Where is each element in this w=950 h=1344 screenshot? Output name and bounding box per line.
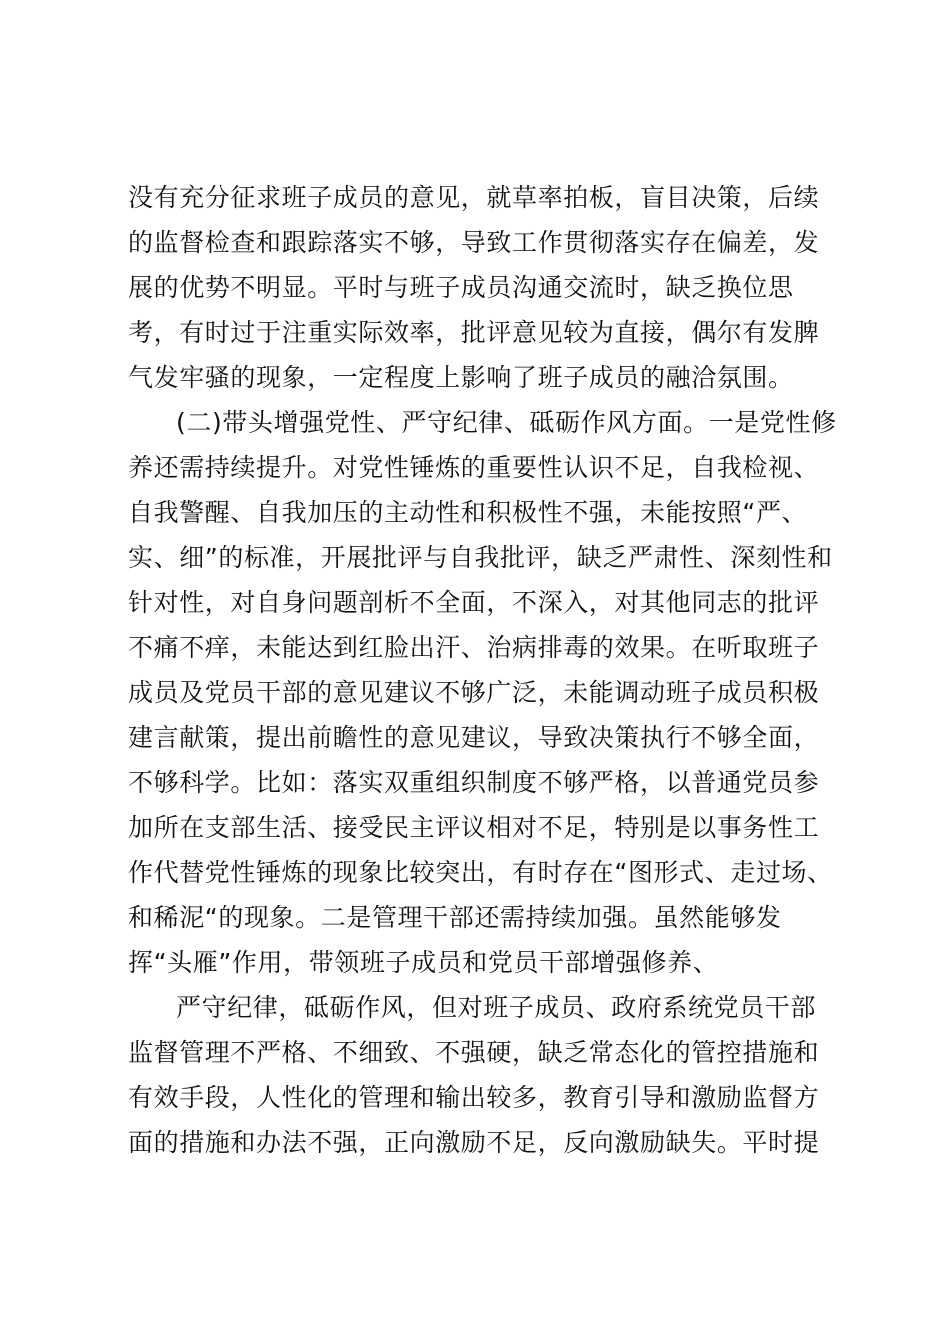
text-line: 针对性，对自身问题剖析不全面，不深入，对其他同志的批评 [128, 588, 820, 617]
text-line: 自我警醒、自我加压的主动性和积极性不强，未能按照“严、 [128, 498, 808, 527]
paragraph-start-line: 严守纪律，砥砺作风，但对班子成员、政府系统党员干部 [176, 993, 817, 1022]
text-line: 成员及党员干部的意见建议不够广泛，未能调动班子成员积极 [128, 678, 820, 707]
text-line: 的监督检查和跟踪落实不够，导致工作贯彻落实存在偏差，发 [128, 228, 820, 257]
text-line: 挥“头雁”作用，带领班子成员和党员干部增强修养、 [128, 948, 719, 977]
text-line: 面的措施和办法不强，正向激励不足，反向激励缺失。平时提 [128, 1128, 820, 1157]
text-line: 没有充分征求班子成员的意见，就草率拍板，盲目决策，后续 [128, 183, 820, 212]
text-line: 气发牢骚的现象，一定程度上影响了班子成员的融洽氛围。 [128, 363, 794, 392]
section-heading-line: (二)带头增强党性、严守纪律、砥砺作风方面。一是党性修 [176, 408, 837, 437]
text-line: 作代替党性锤炼的现象比较突出，有时存在“图形式、走过场、 [128, 858, 833, 887]
text-line: 有效手段，人性化的管理和输出较多，教育引导和激励监督方 [128, 1083, 820, 1112]
text-line: 和稀泥“的现象。二是管理干部还需持续加强。虽然能够发 [128, 903, 782, 932]
text-line: 考，有时过于注重实际效率，批评意见较为直接，偶尔有发脾 [128, 318, 820, 347]
text-line: 建言献策，提出前瞻性的意见建议，导致决策执行不够全面， [128, 723, 820, 752]
text-line: 展的优势不明显。平时与班子成员沟通交流时，缺乏换位思 [128, 273, 794, 302]
text-line: 不痛不痒，未能达到红脸出汗、治病排毒的效果。在听取班子 [128, 633, 820, 662]
text-line: 加所在支部生活、接受民主评议相对不足，特别是以事务性工 [128, 813, 820, 842]
text-line: 实、细”的标准，开展批评与自我批评，缺乏严肃性、深刻性和 [128, 543, 833, 572]
text-line: 监督管理不严格、不细致、不强硬，缺乏常态化的管控措施和 [128, 1038, 820, 1067]
text-line: 不够科学。比如：落实双重组织制度不够严格，以普通党员参 [128, 768, 820, 797]
text-line: 养还需持续提升。对党性锤炼的重要性认识不足，自我检视、 [128, 453, 820, 482]
